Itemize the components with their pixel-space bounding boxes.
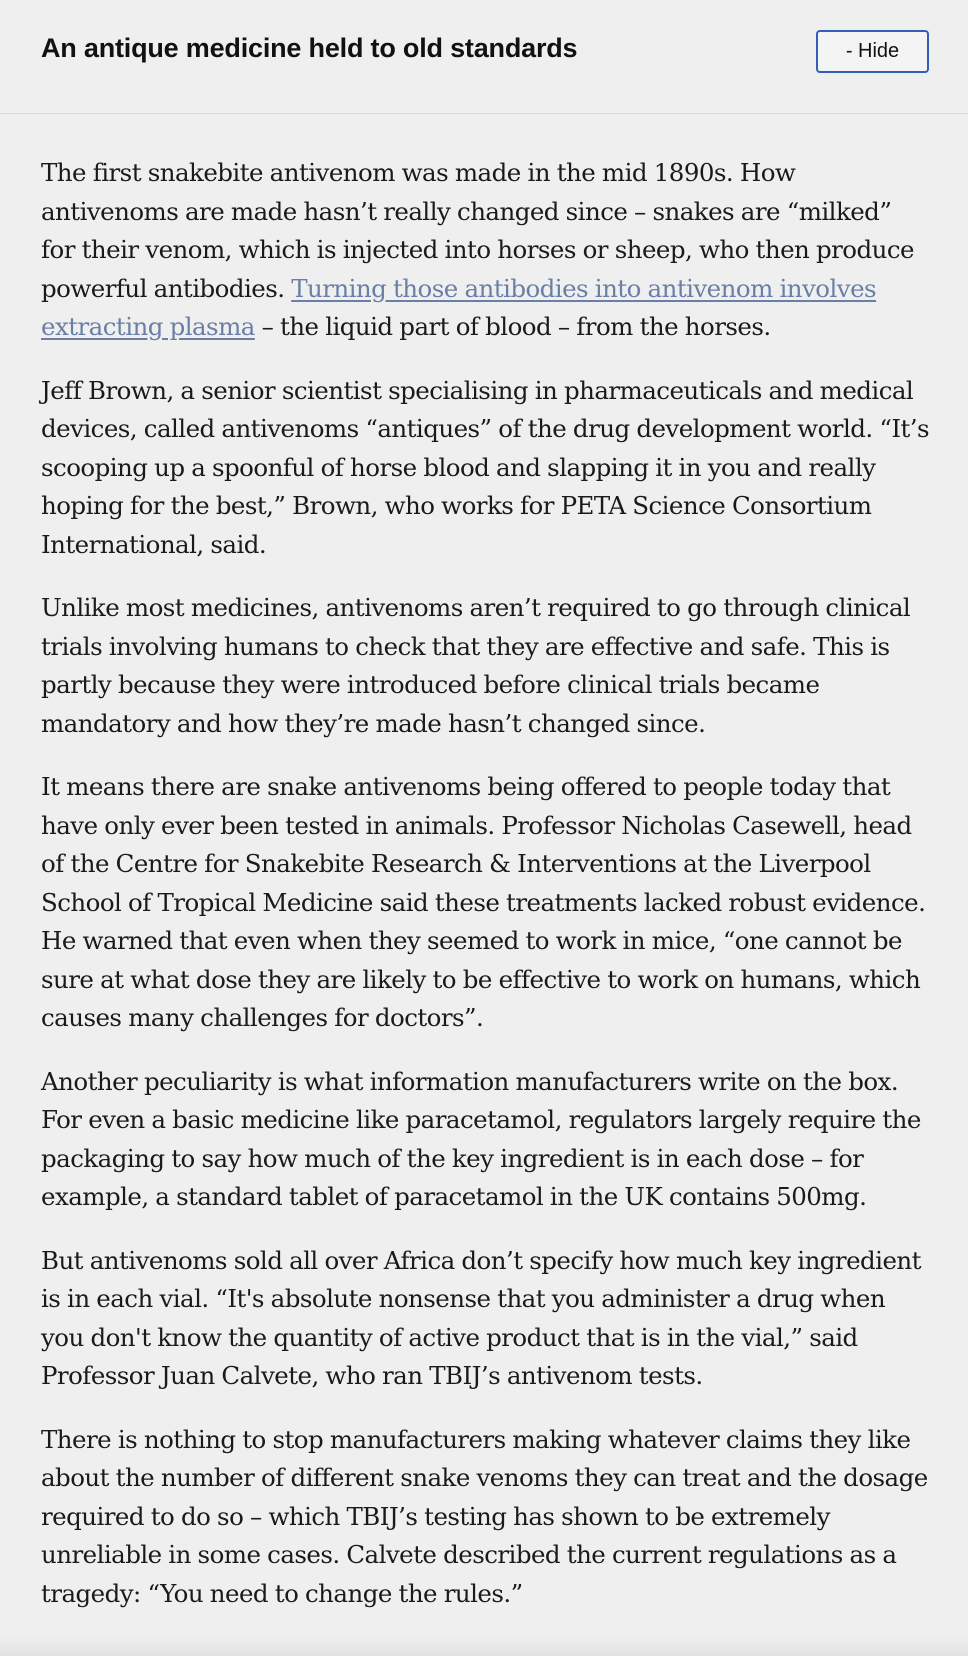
paragraph-3: Unlike most medicines, antivenoms aren’t required to go through clinical trials involving humans to check that they are effective and safe. This is partly because they were introduced before clinical trials became mandatory and how they’re made hasn’t changed since.	[41, 593, 911, 738]
paragraph-5: Another peculiarity is what information manufacturers write on the box. For even a basic medicine like paracetamol, regulators largely require the packaging to say how much of the key ingredient is in each dose – for example, a standard tablet of paracetamol in the UK contains 500mg.	[41, 1066, 921, 1211]
bottom-fade	[0, 1636, 968, 1656]
paragraph-1-text-end: – the liquid part of blood – from the horses.	[254, 312, 771, 341]
panel-title: An antique medicine held to old standards	[41, 33, 578, 63]
paragraph-1-text: The first snakebite antivenom was made in the mid 1890s. How antivenoms are made hasn’t really changed since – snakes are “milked” for their venom, which is injected into horses or sheep, who then produce powerful antibodies.	[41, 158, 914, 303]
hide-button[interactable]: - Hide	[816, 30, 929, 73]
paragraph-4: It means there are snake antivenoms being offered to people today that have only ever been tested in animals. Professor Nicholas Casewell, head of the Centre for Snakebite Research & Interventions at the Liverpool School of Tropical Medicine said these treatments lacked robust evidence. He warned that even when they seemed to work in mice, “one cannot be sure at what dose they are likely to be effective to work on humans, which causes many challenges for doctors”.	[41, 772, 926, 1032]
plasma-extraction-link[interactable]: Turning those antibodies into antivenom involves extracting plasma	[41, 273, 877, 341]
panel-header	[0, 0, 968, 114]
paragraph-6: But antivenoms sold all over Africa don’t specify how much key ingredient is in each vial. “It's absolute nonsense that you administer a drug when you don't know the quantity of active product that is in the vial,” said Professor Juan Calvete, who ran TBIJ’s antivenom tests.	[41, 1245, 921, 1390]
article-body	[0, 114, 968, 1613]
paragraph-7: There is nothing to stop manufacturers making whatever claims they like about the number of different snake venoms they can treat and the dosage required to do so – which TBIJ’s testing has shown to be extremely unreliable in some cases. Calvete described the current regulations as a tragedy: “You need to change the rules.”	[41, 1424, 928, 1608]
paragraph-2: Jeff Brown, a senior scientist specialising in pharmaceuticals and medical devices, called antivenoms “antiques” of the drug development world. “It’s scooping up a spoonful of horse blood and slapping it in you and really hoping for the best,” Brown, who works for PETA Science Consortium International, said.	[41, 375, 930, 559]
paragraph-1	[41, 154, 930, 347]
